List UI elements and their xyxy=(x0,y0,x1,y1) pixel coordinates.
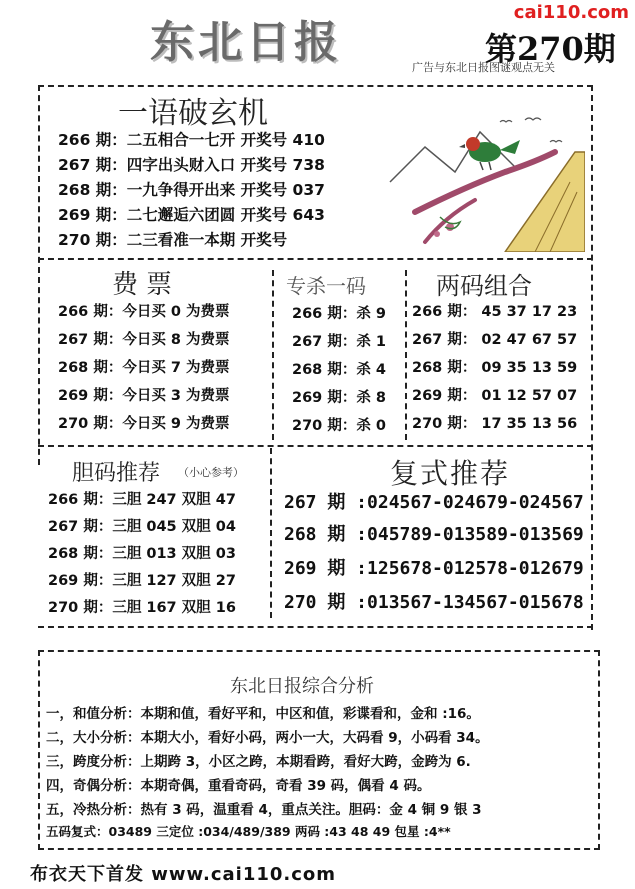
riddle-row: 268 期：一九争得开出来 开奖号 037 xyxy=(58,181,325,199)
analysis-row: 五码复式：03489 三定位 :034/489/389 两码 :43 48 49 包星 :4** xyxy=(46,824,451,839)
divider-kill-pair xyxy=(405,270,407,440)
analysis-row: 三，跨度分析：上期跨 3，小区之跨，本期看跨，看好大跨，金跨为 6. xyxy=(46,754,471,770)
kill-row: 268 期：杀 4 xyxy=(292,362,386,378)
riddle-row: 267 期：四字出头财入口 开奖号 738 xyxy=(58,156,325,174)
kill-title: 专杀一码 xyxy=(286,274,366,298)
pair-row: 270 期： 17 35 13 56 xyxy=(412,416,578,432)
dan-row: 270 期：三胆 167 双胆 16 xyxy=(48,600,236,616)
analysis-row: 二，大小分析：本期大小，看好小码，两小一大，大码看 9，小码看 34。 xyxy=(46,730,489,746)
dan-row: 269 期：三胆 127 双胆 27 xyxy=(48,573,236,589)
fee-row: 270 期：今日买 9 为费票 xyxy=(58,416,230,432)
riddle-title: 一语破玄机 xyxy=(118,96,268,131)
divider-dan-fushi xyxy=(270,448,272,618)
kill-row: 266 期：杀 9 xyxy=(292,306,386,322)
kill-row: 270 期：杀 0 xyxy=(292,418,386,434)
analysis-row: 一，和值分析：本期和值，看好平和，中区和值，彩谍看和，金和 :16。 xyxy=(46,706,480,722)
divider-right xyxy=(591,85,593,630)
divider-fee-kill xyxy=(272,270,274,440)
fee-row: 268 期：今日买 7 为费票 xyxy=(58,360,230,376)
dan-note: （小心参考） xyxy=(178,466,244,479)
masthead-title: 东北日报 xyxy=(150,17,342,68)
divider-middle-bottom xyxy=(38,445,593,447)
issue-number: 第270期 xyxy=(485,30,616,68)
kill-row: 267 期：杀 1 xyxy=(292,334,386,350)
divider-top xyxy=(38,85,593,87)
fee-row: 267 期：今日买 8 为费票 xyxy=(58,332,230,348)
analysis-row: 五，冷热分析：热有 3 码，温重看 4，重点关注。胆码：金 4 铜 9 银 3 xyxy=(46,802,482,818)
pair-title: 两码组合 xyxy=(436,272,532,300)
divider-fushi-bottom xyxy=(38,626,593,628)
dan-row: 266 期：三胆 247 双胆 47 xyxy=(48,492,236,508)
riddle-row: 269 期：二七邂逅六团圆 开奖号 643 xyxy=(58,206,325,224)
pair-row: 267 期： 02 47 67 57 xyxy=(412,332,578,348)
pair-row: 268 期： 09 35 13 59 xyxy=(412,360,578,376)
riddle-row: 270 期：二三看准一本期 开奖号 xyxy=(58,231,288,249)
analysis-row: 四，奇偶分析：本期奇偶，重看奇码，奇看 39 码，偶看 4 码。 xyxy=(46,778,431,794)
divider-riddle-bottom xyxy=(38,258,593,260)
fee-row: 266 期：今日买 0 为费票 xyxy=(58,304,230,320)
disclaimer: 广告与东北日报图谜观点无关 xyxy=(412,61,555,74)
fushi-row: 270 期 :013567-134567-015678 xyxy=(284,592,584,613)
kill-row: 269 期：杀 8 xyxy=(292,390,386,406)
dan-title: 胆码推荐 xyxy=(72,461,161,486)
fushi-row: 269 期 :125678-012578-012679 xyxy=(284,558,584,579)
dan-row: 267 期：三胆 045 双胆 04 xyxy=(48,519,236,535)
analysis-title: 东北日报综合分析 xyxy=(230,676,374,697)
fushi-title: 复式推荐 xyxy=(390,457,511,490)
divider-left xyxy=(38,85,40,465)
footer-text: 布衣天下首发 www.cai110.com xyxy=(30,864,337,885)
fee-title: 费票 xyxy=(112,270,181,300)
fee-row: 269 期：今日买 3 为费票 xyxy=(58,388,230,404)
pair-row: 266 期： 45 37 17 23 xyxy=(412,304,578,320)
fushi-row: 268 期 :045789-013589-013569 xyxy=(284,524,584,545)
riddle-row: 266 期：二五相合一七开 开奖号 410 xyxy=(58,131,325,149)
fushi-row: 267 期 :024567-024679-024567 xyxy=(284,492,584,513)
bird-illustration xyxy=(385,92,585,252)
site-logo-text[interactable]: cai110.com xyxy=(513,2,629,23)
dan-row: 268 期：三胆 013 双胆 03 xyxy=(48,546,236,562)
pair-row: 269 期： 01 12 57 07 xyxy=(412,388,578,404)
